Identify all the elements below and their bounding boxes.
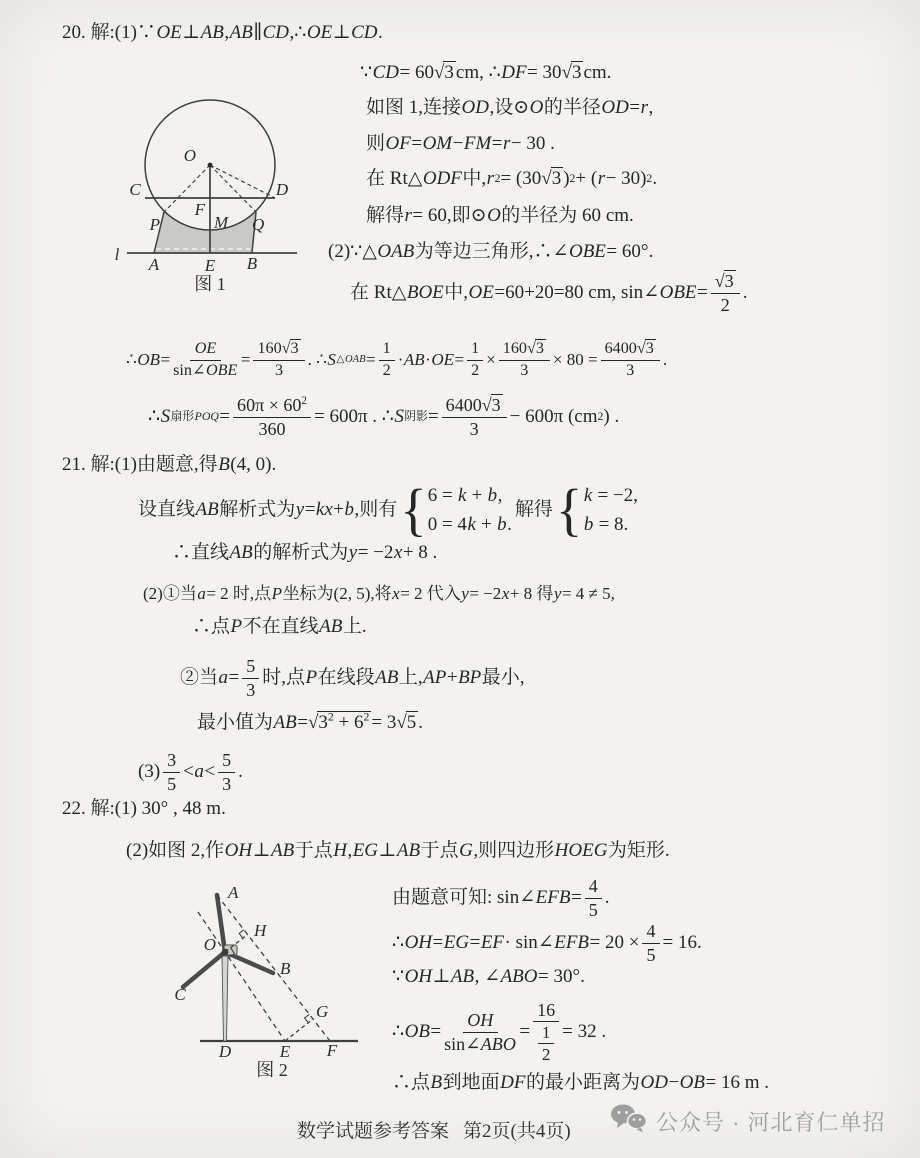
solution-line: ∴ OH = EG = EF · sin∠ EFB = 20 × 4 5 = 16. — [392, 921, 702, 965]
solution-line: ∵ CD = 60 √3 cm, ∴ DF = 30 √3 cm. — [360, 62, 612, 84]
figure-label: B — [246, 254, 258, 273]
figure-label: D — [218, 1042, 232, 1061]
solution-line: 最小值为 AB = $√3^2 + 6^2$ = 3 √5 . — [197, 710, 424, 734]
figure-label: G — [316, 1002, 329, 1021]
solution-line: ∴ S 扇形POQ = $60\pi \times 60^2$ 360 = 600π . ∴ S 阴影 = 6400√3 3 − 600π (cm 2 ) . — [148, 395, 620, 439]
figure-label: P — [149, 215, 160, 234]
figure-label: C — [129, 180, 141, 199]
solution-line: (2)如图 2,作 OH ⊥ AB 于点 H , EG ⊥ AB 于点 G ,则四边形 HOEG 为矩形. — [126, 840, 670, 862]
solution-line: (2)∵△ OAB 为等边三角形,∴∠ OBE = 60°. — [328, 241, 654, 263]
figure-label: H — [254, 921, 267, 940]
solution-line: 22. 解:(1) 30° , 48 m. — [62, 798, 226, 820]
solution-line: ∴点 B 到地面 DF 的最小距离为 OD − OB = 16 m . — [392, 1072, 769, 1094]
dashed-EG — [285, 1019, 313, 1041]
right-angle-mark-H — [239, 930, 244, 938]
blade-C — [183, 952, 225, 987]
page-number: 第2页(共4页) — [463, 1121, 571, 1142]
solution-line: 如图 1,连接 OD ,设⊙ O 的半径 OD = r , — [366, 97, 654, 119]
solution-line: 解得 r = 60,即⊙ O 的半径为 60 cm. — [366, 205, 634, 227]
figure-label: D — [275, 180, 289, 199]
solution-line: ∴直线 AB 的解析式为 y = −2 x + 8 . — [172, 542, 438, 564]
solution-line: ②当 a = 5 3 时,点 P 在线段 AB 上, AP + BP 最小, — [180, 656, 525, 700]
page-footer — [297, 1116, 571, 1143]
solution-line: ∴ OB = OH sin∠ABO = 16 $\frac{1}{2}$ = 32 . — [392, 999, 607, 1065]
figure-label: E — [279, 1042, 291, 1061]
solution-line: 21. 解:(1)由题意,得 B (4, 0). — [62, 454, 277, 476]
solution-line: ∴点 P 不在直线 AB 上. — [192, 616, 367, 638]
figure-label: A — [228, 883, 239, 902]
solution-line: 由题意可知: sin∠ EFB = 4 5 . — [392, 876, 610, 920]
figure-2-windmill-diagram — [140, 878, 380, 1083]
wechat-icon — [610, 1103, 648, 1139]
solution-line: (3) 3 5 < a < 5 3 . — [138, 750, 243, 794]
figure-label: l — [114, 245, 120, 264]
figure-label: O — [183, 146, 196, 165]
figure-label: E — [204, 256, 216, 275]
solution-line: (2)①当 a = 2 时,点 P 坐标为(2, 5),将 x = 2 代入 y = −2 x + 8 得 y = 4 ≠ 5, — [143, 584, 615, 604]
document-title: 数学试题参考答案 — [297, 1121, 450, 1142]
solution-line: ∵ OH ⊥ AB , ∠ ABO = 30°. — [392, 966, 585, 988]
figure-label: M — [214, 213, 229, 232]
solution-line: ∴ OB = OE sin∠OBE = 160√3 3 . ∴ S △OAB = 1 2 · AB · OE = 1 2 × 160√3 3 × 80 = 6400√3 3 . — [126, 340, 668, 379]
figure-label: F — [326, 1041, 338, 1060]
figure-label: Q — [252, 215, 265, 234]
figure-label: B — [280, 959, 291, 978]
figure-caption: 图 1 — [194, 274, 226, 294]
center-dot-O — [208, 163, 213, 168]
figure-label: F — [194, 200, 205, 219]
solution-line: 则 OF = OM − FM = r − 30 . — [366, 133, 555, 155]
figure-1-circle-diagram — [85, 88, 335, 300]
watermark — [610, 1103, 886, 1139]
figure-caption: 图 2 — [256, 1060, 288, 1080]
solution-line: 在 Rt△ BOE 中, OE =60+20=80 cm, sin∠ OBE = √3 2 . — [350, 271, 748, 315]
right-angle-mark-G — [305, 1014, 310, 1022]
solution-line: 20. 解:(1)∵ OE ⊥ AB , AB ∥ CD ,∴ OE ⊥ CD . — [62, 22, 383, 44]
solution-line: 在 Rt△ ODF 中, r 2 = (30 √3 ) 2 + ( r − 30) 2 . — [366, 168, 658, 190]
figure-label: A — [148, 255, 160, 274]
tower — [222, 956, 228, 1041]
watermark-text: 公众号 · 河北育仁单招 — [656, 1109, 886, 1135]
figure-label: C — [174, 985, 186, 1004]
figure-label: O — [203, 935, 216, 954]
solution-line: 设直线 AB 解析式为 y = kx + b ,则有 { 6 = k + b, 0 = 4k + b. 解得 { k = −2, b = 8. — [138, 477, 638, 542]
